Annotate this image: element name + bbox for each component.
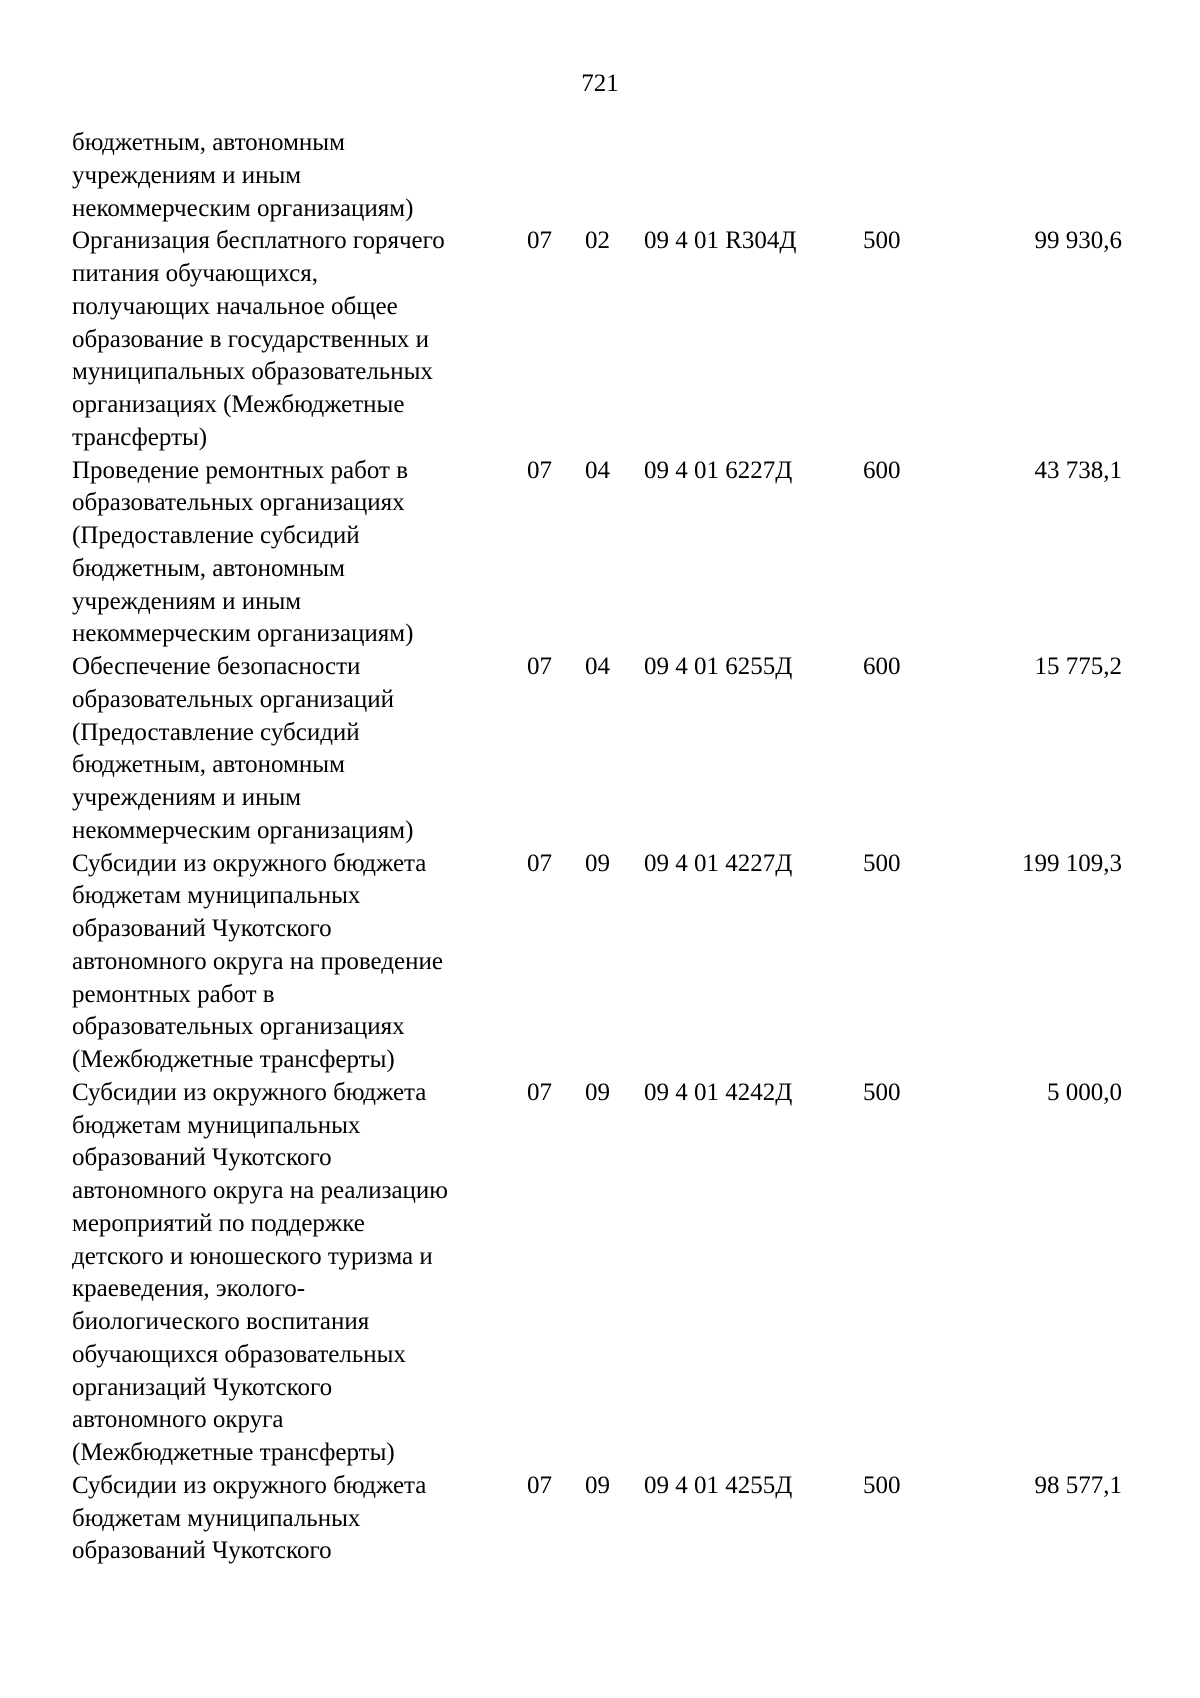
amount-value: 98 577,1 bbox=[1034, 1471, 1122, 1499]
description-line: автономного округа bbox=[72, 1406, 284, 1434]
description-line: муниципальных образовательных bbox=[72, 358, 433, 386]
row-description bbox=[72, 848, 502, 1077]
expense-type-code: 500 bbox=[863, 1078, 901, 1106]
subsection-code: 09 bbox=[585, 1471, 610, 1499]
description-line: Субсидии из окружного бюджета bbox=[72, 1078, 427, 1106]
description-line: образований Чукотского bbox=[72, 915, 332, 942]
description-line: (Предоставление субсидий bbox=[72, 522, 360, 549]
table-row bbox=[72, 1470, 1122, 1568]
description-line: питания обучающихся, bbox=[72, 260, 318, 287]
description-line: детского и юношеского туризма и bbox=[72, 1242, 433, 1270]
description-line: бюджетным, автономным bbox=[72, 751, 345, 779]
description-line: Субсидии из окружного бюджета bbox=[72, 849, 427, 877]
description-line: образований Чукотского bbox=[72, 1537, 332, 1565]
description-line: организациях (Межбюджетные bbox=[72, 391, 405, 418]
target-article-code: 09 4 01 R304Д bbox=[644, 227, 797, 255]
subsection-code: 04 bbox=[585, 456, 610, 484]
description-line: Обеспечение безопасности bbox=[72, 653, 361, 680]
description-line: получающих начальное общее bbox=[72, 292, 398, 320]
description-line: Организация бесплатного горячего bbox=[72, 227, 445, 255]
amount-value: 199 109,3 bbox=[1022, 849, 1122, 877]
table-row bbox=[72, 848, 1122, 1077]
description-line: (Межбюджетные трансферты) bbox=[72, 1439, 395, 1466]
description-line: ремонтных работ в bbox=[72, 980, 275, 1008]
description-line: некоммерческим организациям) bbox=[72, 194, 414, 222]
row-description bbox=[72, 455, 502, 652]
description-line: автономного округа на реализацию bbox=[72, 1177, 448, 1204]
description-line: учреждениям и иным bbox=[72, 161, 302, 189]
description-line: обучающихся образовательных bbox=[72, 1340, 406, 1368]
subsection-code: 09 bbox=[585, 1078, 610, 1106]
table-row bbox=[72, 225, 1122, 454]
description-line: бюджетам муниципальных bbox=[72, 1504, 361, 1532]
description-line: трансферты) bbox=[72, 423, 208, 451]
description-line: организаций Чукотского bbox=[72, 1373, 333, 1401]
description-line: бюджетным, автономным bbox=[72, 554, 345, 582]
description-line: автономного округа на проведение bbox=[72, 947, 443, 975]
section-code: 07 bbox=[527, 1471, 552, 1499]
section-code: 07 bbox=[527, 849, 552, 877]
table-row bbox=[72, 455, 1122, 652]
target-article-code: 09 4 01 6227Д bbox=[644, 456, 793, 484]
description-line: (Межбюджетные трансферты) bbox=[72, 1046, 395, 1073]
description-line: мероприятий по поддержке bbox=[72, 1209, 365, 1237]
target-article-code: 09 4 01 6255Д bbox=[644, 653, 793, 680]
description-line: Субсидии из окружного бюджета bbox=[72, 1471, 427, 1499]
description-line: бюджетам муниципальных bbox=[72, 1111, 361, 1139]
description-line: некоммерческим организациям) bbox=[72, 816, 414, 844]
row-description bbox=[72, 651, 502, 848]
description-line: (Предоставление субсидий bbox=[72, 718, 360, 746]
row-description bbox=[72, 127, 502, 225]
expense-type-code: 500 bbox=[863, 849, 901, 877]
description-line: некоммерческим организациям) bbox=[72, 620, 414, 648]
amount-value: 5 000,0 bbox=[1047, 1078, 1122, 1106]
row-description bbox=[72, 1470, 502, 1568]
target-article-code: 09 4 01 4242Д bbox=[644, 1078, 793, 1106]
section-code: 07 bbox=[527, 456, 552, 484]
target-article-code: 09 4 01 4255Д bbox=[644, 1471, 793, 1499]
description-line: образований Чукотского bbox=[72, 1144, 332, 1172]
table-row bbox=[72, 1077, 1122, 1470]
description-line: биологического воспитания bbox=[72, 1308, 370, 1335]
section-code: 07 bbox=[527, 227, 552, 255]
expense-type-code: 600 bbox=[863, 653, 901, 680]
description-line: краеведения, эколого- bbox=[72, 1275, 306, 1303]
description-line: учреждениям и иным bbox=[72, 784, 302, 811]
section-code: 07 bbox=[527, 653, 552, 680]
description-line: образование в государственных и bbox=[72, 325, 429, 353]
description-line: бюджетам муниципальных bbox=[72, 882, 361, 910]
subsection-code: 02 bbox=[585, 227, 610, 255]
budget-table bbox=[72, 127, 1122, 1568]
description-line: образовательных организациях bbox=[72, 1013, 405, 1041]
section-code: 07 bbox=[527, 1078, 552, 1106]
table-row bbox=[72, 651, 1122, 848]
row-description bbox=[72, 1077, 502, 1470]
expense-type-code: 600 bbox=[863, 456, 901, 484]
page-number: 721 bbox=[581, 70, 619, 97]
amount-value: 15 775,2 bbox=[1034, 653, 1122, 680]
description-line: образовательных организаций bbox=[72, 685, 395, 713]
description-line: учреждениям и иным bbox=[72, 587, 302, 615]
description-line: образовательных организациях bbox=[72, 489, 405, 517]
row-description bbox=[72, 225, 502, 454]
subsection-code: 04 bbox=[585, 653, 610, 680]
description-line: бюджетным, автономным bbox=[72, 129, 345, 156]
target-article-code: 09 4 01 4227Д bbox=[644, 849, 793, 877]
expense-type-code: 500 bbox=[863, 227, 901, 255]
table-row bbox=[72, 127, 1122, 225]
expense-type-code: 500 bbox=[863, 1471, 901, 1499]
subsection-code: 09 bbox=[585, 849, 610, 877]
description-line: Проведение ремонтных работ в bbox=[72, 456, 409, 484]
amount-value: 99 930,6 bbox=[1034, 227, 1122, 255]
amount-value: 43 738,1 bbox=[1034, 456, 1122, 484]
